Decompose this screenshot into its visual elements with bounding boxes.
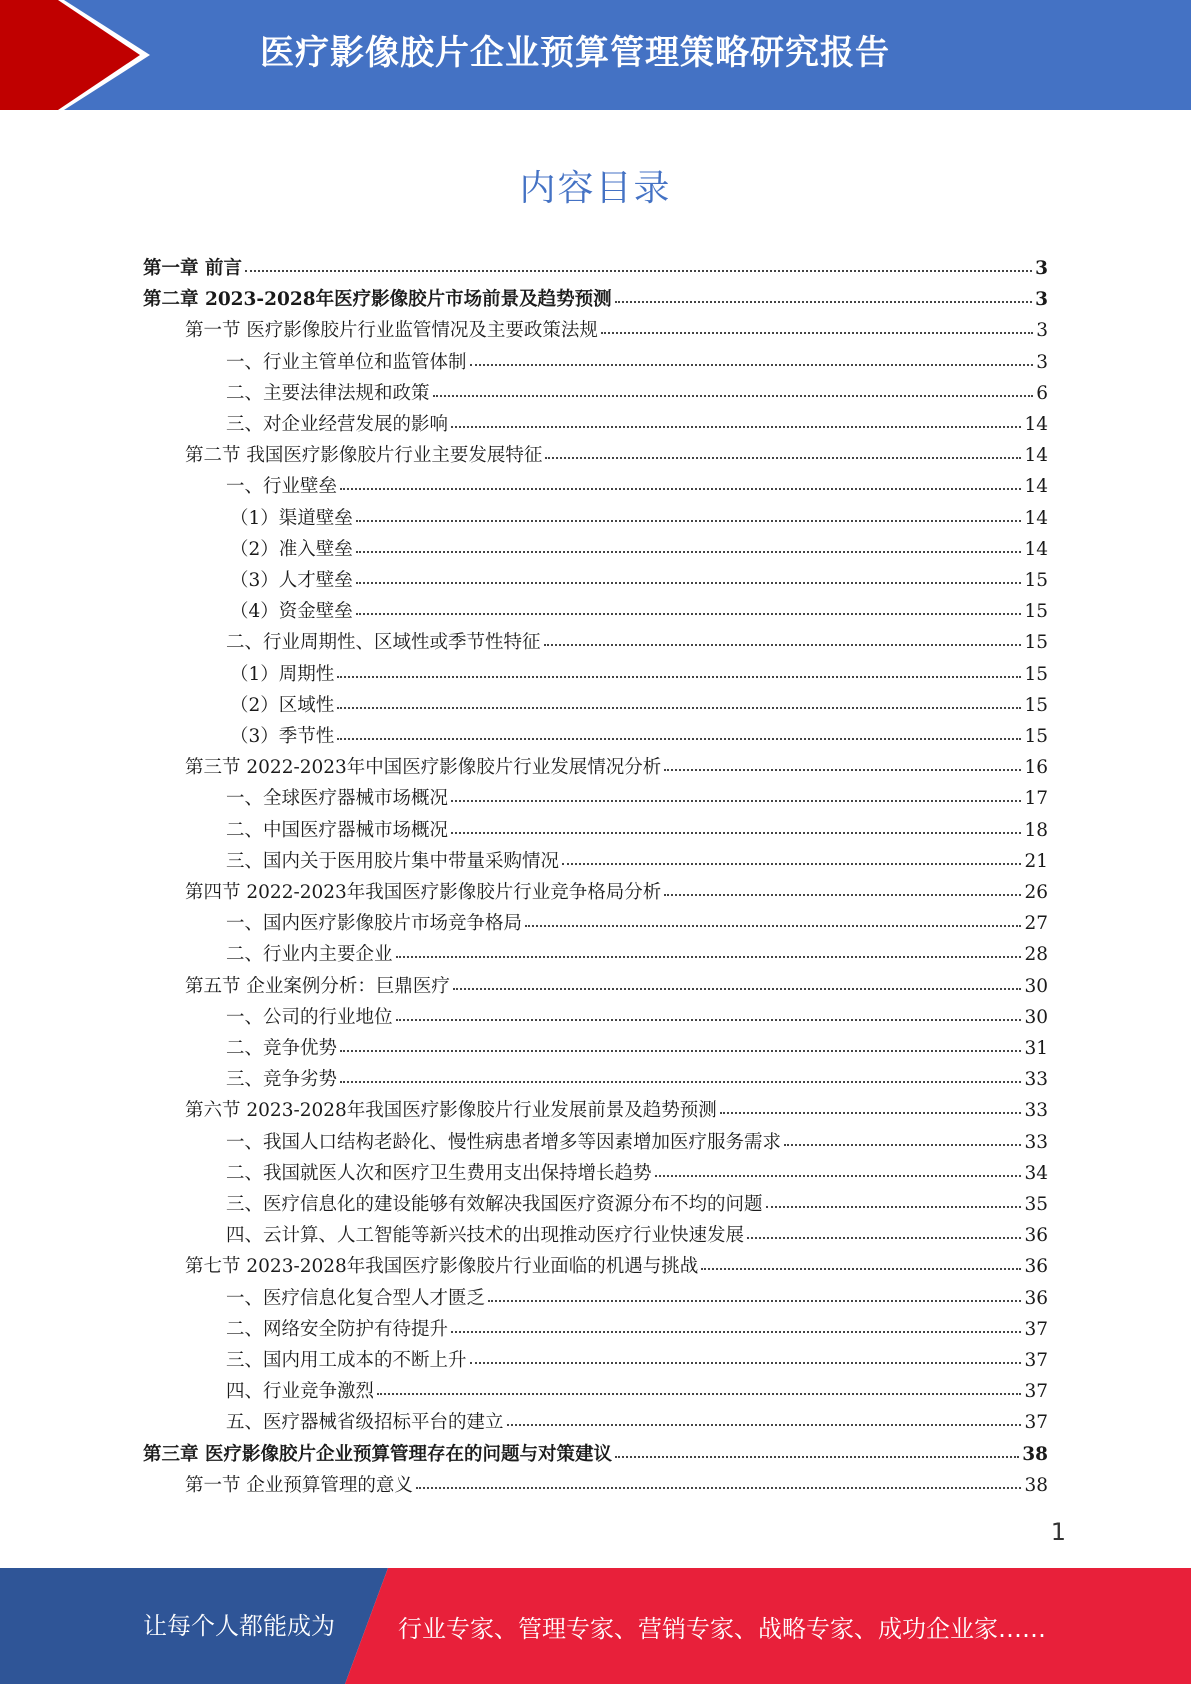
toc-dot-leader <box>655 1175 1022 1177</box>
toc-entry-page: 33 <box>1024 1100 1048 1122</box>
toc-entry-page: 38 <box>1024 1474 1048 1496</box>
toc-dot-leader <box>433 395 1034 397</box>
toc-entry-page: 36 <box>1024 1225 1048 1247</box>
chevron-logo-icon <box>0 0 160 110</box>
toc-dot-leader <box>451 832 1021 834</box>
toc-entry-label: 四、行业竞争激烈 <box>226 1381 375 1403</box>
toc-entry-page: 15 <box>1024 570 1048 591</box>
toc-entry-page: 33 <box>1024 1131 1048 1153</box>
toc-entry-page: 33 <box>1024 1069 1048 1091</box>
toc-dot-leader <box>340 1050 1021 1052</box>
toc-dot-leader <box>453 988 1022 990</box>
toc-entry-page: 3 <box>1035 289 1048 311</box>
toc-dot-leader <box>356 520 1022 522</box>
toc-entry[interactable] <box>185 971 1048 1002</box>
toc-entry-page: 15 <box>1024 726 1048 747</box>
toc-entry-label: （1）渠道壁垒 <box>230 507 353 529</box>
footer-slogan-left: 让每个人都能成为 <box>143 1612 335 1640</box>
toc-entry-page: 14 <box>1024 414 1048 435</box>
toc-dot-leader <box>245 270 1032 272</box>
toc-entry-page: 14 <box>1024 445 1048 467</box>
toc-entry[interactable] <box>226 1064 1048 1095</box>
toc-entry[interactable] <box>230 565 1048 596</box>
toc-entry-label: 一、公司的行业地位 <box>226 1006 393 1028</box>
toc-dot-leader <box>615 301 1033 303</box>
toc-entry[interactable] <box>230 534 1048 565</box>
toc-dot-leader <box>377 1393 1021 1395</box>
toc-entry-page: 17 <box>1024 788 1048 810</box>
toc-entry-page: 26 <box>1024 882 1048 903</box>
toc-entry-label: （3）季节性 <box>230 726 335 747</box>
toc-entry-label: 二、我国就医人次和医疗卫生费用支出保持增长趋势 <box>226 1162 652 1184</box>
toc-entry-label: （1）周期性 <box>230 663 335 685</box>
toc-dot-leader <box>396 1019 1022 1021</box>
toc-entry-label: （2）准入壁垒 <box>230 538 353 560</box>
toc-dot-leader <box>507 1424 1022 1426</box>
toc-entry[interactable] <box>226 783 1048 814</box>
toc-dot-leader <box>784 1144 1021 1146</box>
toc-entry[interactable] <box>185 1470 1048 1501</box>
toc-entry-label: 二、行业周期性、区域性或季节性特征 <box>226 632 541 654</box>
toc-dot-leader <box>340 488 1021 490</box>
toc-entry-label: 第四节 2022-2023年我国医疗影像胶片行业竞争格局分析 <box>185 882 662 903</box>
toc-entry-page: 38 <box>1022 1443 1048 1465</box>
toc-entry[interactable] <box>185 752 1048 783</box>
toc-entry-label: 五、医疗器械省级招标平台的建立 <box>226 1412 504 1434</box>
toc-entry-page: 15 <box>1024 663 1048 685</box>
toc-entry-label: 四、云计算、人工智能等新兴技术的出现推动医疗行业快速发展 <box>226 1225 745 1247</box>
toc-entry-page: 3 <box>1036 320 1048 342</box>
toc-dot-leader <box>720 1112 1022 1114</box>
toc-entry-label: （2）区域性 <box>230 694 335 716</box>
toc-entry-page: 15 <box>1024 694 1048 716</box>
toc-entry-label: 第五节 企业案例分析：巨鼎医疗 <box>185 975 450 997</box>
toc-dot-leader <box>615 1456 1019 1458</box>
toc-entry-label: 二、行业内主要企业 <box>226 944 393 966</box>
toc-entry-label: 一、行业主管单位和监管体制 <box>226 351 467 373</box>
toc-entry-label: 一、行业壁垒 <box>226 476 338 498</box>
toc-entry-label: 三、国内用工成本的不断上升 <box>226 1350 467 1371</box>
toc-dot-leader <box>545 457 1021 459</box>
toc-heading: 内容目录 <box>519 168 672 209</box>
toc-dot-leader <box>766 1206 1022 1208</box>
toc-entry[interactable] <box>226 1002 1048 1033</box>
toc-entry[interactable] <box>143 1439 1048 1470</box>
toc-entry-label: （3）人才壁垒 <box>230 570 353 591</box>
toc-entry-page: 27 <box>1024 913 1048 935</box>
toc-entry-page: 6 <box>1036 382 1048 404</box>
toc-entry[interactable] <box>230 596 1048 627</box>
toc-entry-page: 3 <box>1035 258 1048 279</box>
toc-entry-label: 三、竞争劣势 <box>226 1069 338 1091</box>
toc-entry-page: 16 <box>1024 757 1048 779</box>
toc-entry-label: 第六节 2023-2028年我国医疗影像胶片行业发展前景及趋势预测 <box>185 1100 717 1122</box>
toc-entry-label: 第一节 医疗影像胶片行业监管情况及主要政策法规 <box>185 320 598 342</box>
toc-entry[interactable] <box>226 471 1048 502</box>
toc-entry[interactable] <box>143 284 1048 315</box>
toc-entry[interactable] <box>226 347 1048 378</box>
toc-entry-page: 21 <box>1024 850 1048 872</box>
toc-entry-page: 37 <box>1024 1318 1048 1340</box>
toc-dot-leader <box>664 769 1021 771</box>
toc-entry[interactable] <box>230 659 1048 690</box>
toc-entry-label: 二、中国医疗器械市场概况 <box>226 819 449 841</box>
toc-entry-label: 第一章 前言 <box>143 258 242 279</box>
toc-dot-leader <box>664 894 1021 896</box>
toc-entry-label: 三、对企业经营发展的影响 <box>226 414 449 435</box>
toc-entry[interactable] <box>143 253 1048 284</box>
toc-entry-label: 二、网络安全防护有待提升 <box>226 1318 449 1340</box>
toc-entry-label: 二、主要法律法规和政策 <box>226 382 430 404</box>
toc-entry[interactable] <box>226 846 1048 877</box>
toc-entry-page: 18 <box>1024 819 1048 841</box>
toc-entry[interactable] <box>185 877 1048 908</box>
toc-entry[interactable] <box>226 1407 1048 1438</box>
toc-entry-page: 37 <box>1024 1350 1048 1371</box>
toc-entry-page: 3 <box>1036 351 1048 373</box>
toc-entry[interactable] <box>185 440 1048 471</box>
toc-entry[interactable] <box>185 1095 1048 1126</box>
header-band <box>0 0 1191 110</box>
toc-entry[interactable] <box>226 409 1048 440</box>
toc-dot-leader <box>525 925 1021 927</box>
toc-entry[interactable] <box>226 1314 1048 1345</box>
toc-entry[interactable] <box>230 721 1048 752</box>
toc-dot-leader <box>562 863 1021 865</box>
toc-entry-page: 30 <box>1024 975 1048 997</box>
toc-entry[interactable] <box>226 1033 1048 1064</box>
toc-entry-page: 34 <box>1024 1162 1048 1184</box>
toc-entry[interactable] <box>226 1220 1048 1251</box>
toc-entry-label: 第七节 2023-2028年我国医疗影像胶片行业面临的机遇与挑战 <box>185 1256 699 1278</box>
toc-entry-page: 15 <box>1024 601 1048 623</box>
toc-entry-page: 30 <box>1024 1006 1048 1028</box>
toc-entry-label: 第一节 企业预算管理的意义 <box>185 1474 413 1496</box>
toc-dot-leader <box>340 1081 1021 1083</box>
toc-dot-leader <box>337 738 1021 740</box>
footer-slogan-right: 行业专家、管理专家、营销专家、战略专家、成功企业家…… <box>398 1615 1046 1643</box>
toc-entry[interactable] <box>185 1251 1048 1282</box>
toc-entry-label: 三、国内关于医用胶片集中带量采购情况 <box>226 850 560 872</box>
toc-entry-page: 14 <box>1024 507 1048 529</box>
page-number: 1 <box>1050 1518 1066 1546</box>
toc-entry[interactable] <box>226 1127 1048 1158</box>
toc-entry-page: 15 <box>1024 632 1048 654</box>
toc-entry-page: 28 <box>1024 944 1048 966</box>
toc-dot-leader <box>451 800 1021 802</box>
toc-entry-page: 36 <box>1024 1256 1048 1278</box>
toc-dot-leader <box>747 1237 1021 1239</box>
toc-entry-label: 二、竞争优势 <box>226 1038 338 1059</box>
toc-dot-leader <box>470 1362 1022 1364</box>
toc-entry[interactable] <box>226 908 1048 939</box>
toc-entry-label: 三、医疗信息化的建设能够有效解决我国医疗资源分布不均的问题 <box>226 1194 763 1215</box>
toc-dot-leader <box>488 1300 1021 1302</box>
toc-entry[interactable] <box>226 939 1048 970</box>
toc-entry[interactable] <box>230 690 1048 721</box>
toc-entry[interactable] <box>226 1189 1048 1220</box>
toc-entry-label: 第三章 医疗影像胶片企业预算管理存在的问题与对策建议 <box>143 1443 612 1465</box>
toc-dot-leader <box>396 956 1022 958</box>
toc-dot-leader <box>601 332 1033 334</box>
toc-entry-label: 一、我国人口结构老龄化、慢性病患者增多等因素增加医疗服务需求 <box>226 1131 782 1153</box>
footer-band <box>0 1568 1191 1684</box>
toc-entry[interactable] <box>226 1158 1048 1189</box>
toc-entry-page: 37 <box>1024 1381 1048 1403</box>
toc-entry-label: 第二章 2023-2028年医疗影像胶片市场前景及趋势预测 <box>143 289 612 311</box>
toc-entry-label: 一、全球医疗器械市场概况 <box>226 788 449 810</box>
toc-dot-leader <box>451 426 1021 428</box>
toc-entry-page: 36 <box>1024 1287 1048 1309</box>
toc-dot-leader <box>337 676 1021 678</box>
toc-dot-leader <box>356 582 1022 584</box>
toc-entry-page: 35 <box>1024 1194 1048 1215</box>
toc-dot-leader <box>701 1268 1021 1270</box>
toc-entry-label: 第三节 2022-2023年中国医疗影像胶片行业发展情况分析 <box>185 757 662 779</box>
toc-entry-label: 一、国内医疗影像胶片市场竞争格局 <box>226 913 523 935</box>
toc-entry-page: 37 <box>1024 1412 1048 1434</box>
toc-entry-label: （4）资金壁垒 <box>230 601 353 623</box>
toc-entry-page: 14 <box>1024 538 1048 560</box>
toc-entry[interactable] <box>185 315 1048 346</box>
report-title: 医疗影像胶片企业预算管理策略研究报告 <box>260 33 890 73</box>
toc-entry[interactable] <box>226 1345 1048 1376</box>
toc-entry-label: 第二节 我国医疗影像胶片行业主要发展特征 <box>185 445 543 467</box>
toc-entry[interactable] <box>226 815 1048 846</box>
toc-entry[interactable] <box>226 1376 1048 1407</box>
toc-entry[interactable] <box>226 1283 1048 1314</box>
toc-entry-label: 一、医疗信息化复合型人才匮乏 <box>226 1287 486 1309</box>
toc-entry[interactable] <box>226 378 1048 409</box>
toc-entry[interactable] <box>226 627 1048 658</box>
toc-entry-page: 31 <box>1024 1038 1048 1059</box>
toc-entry[interactable] <box>230 503 1048 534</box>
toc-entry-page: 14 <box>1024 476 1048 498</box>
toc-dot-leader <box>356 551 1022 553</box>
toc-dot-leader <box>470 364 1034 366</box>
toc-dot-leader <box>337 707 1021 709</box>
toc-dot-leader <box>416 1487 1022 1489</box>
toc-dot-leader <box>356 613 1022 615</box>
toc-dot-leader <box>544 644 1022 646</box>
toc-dot-leader <box>451 1331 1021 1333</box>
